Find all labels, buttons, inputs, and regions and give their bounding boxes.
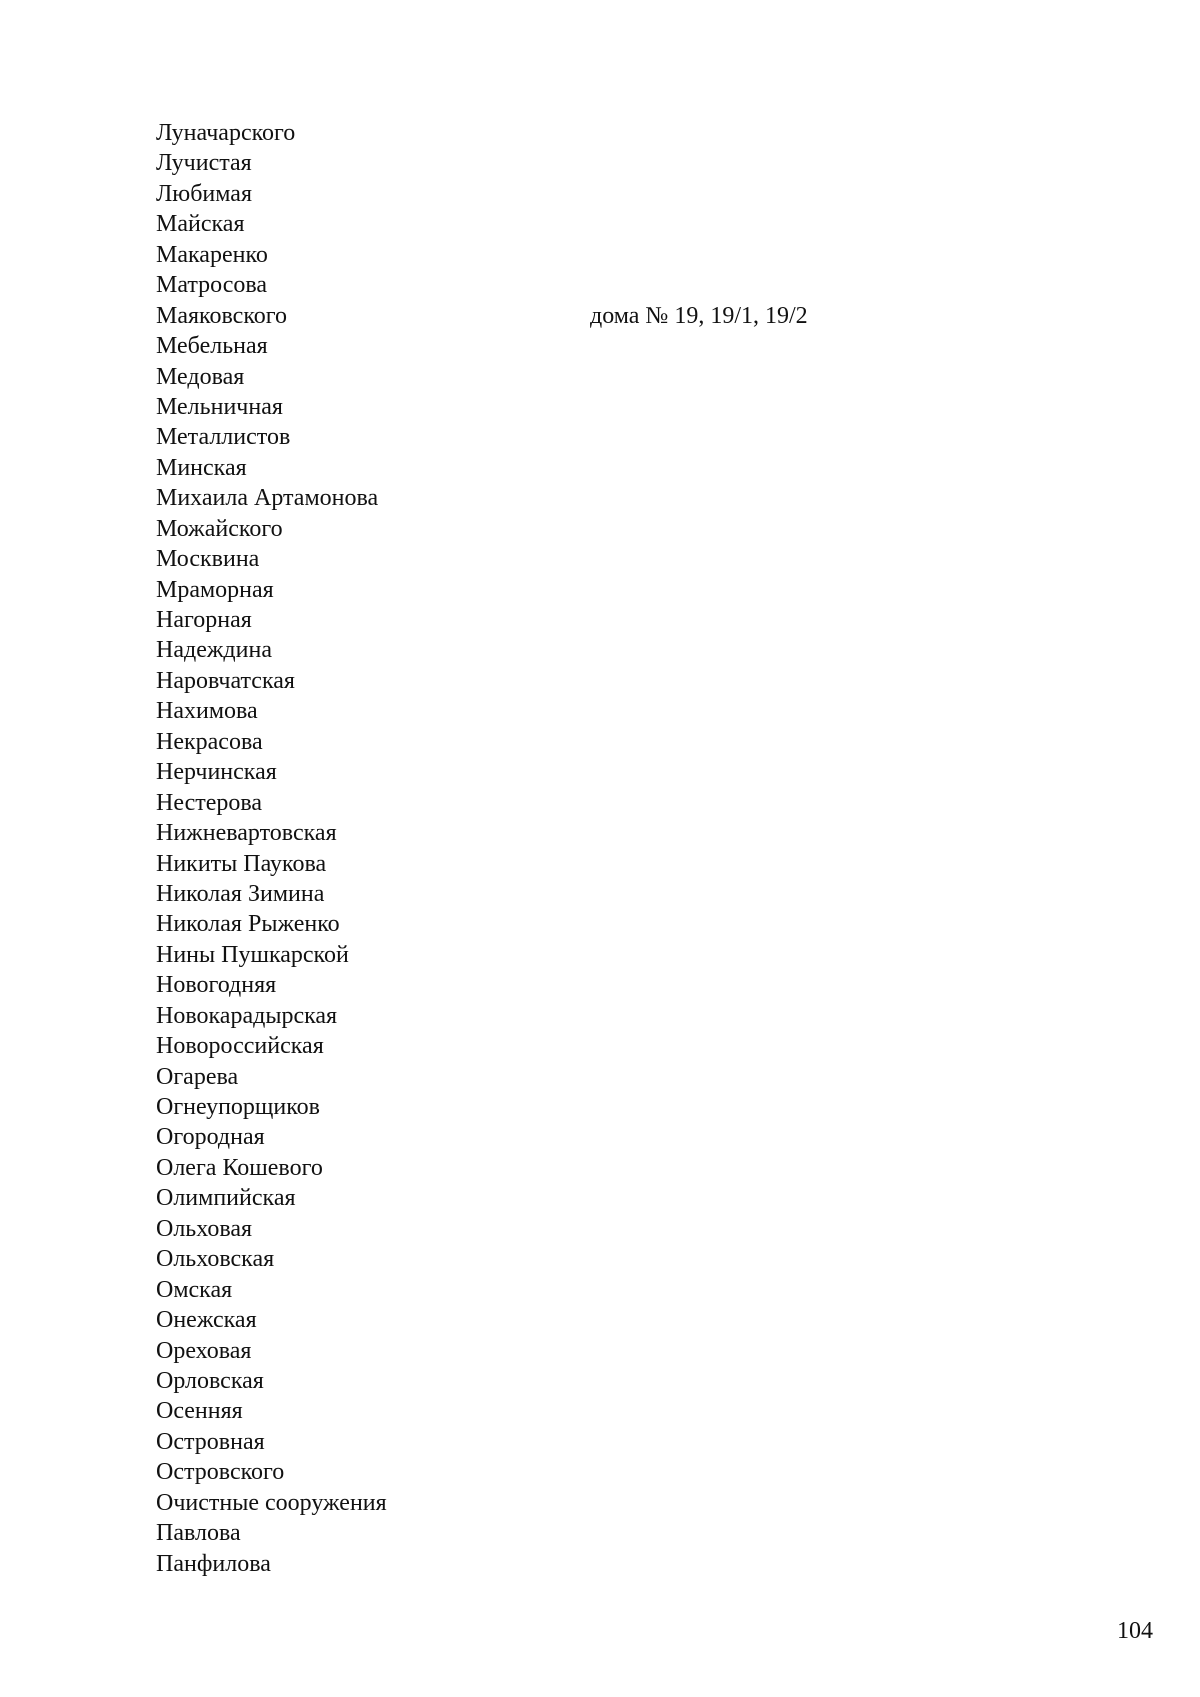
house-numbers-note: дома № 19, 19/1, 19/2 xyxy=(590,302,808,329)
street-name: Омская xyxy=(156,1276,233,1303)
street-name: Ореховая xyxy=(156,1337,252,1364)
street-name: Нахимова xyxy=(156,698,258,725)
street-name: Мраморная xyxy=(156,576,274,603)
street-name: Матросова xyxy=(156,272,268,299)
street-name: Олега Кошевого xyxy=(156,1154,323,1181)
street-name: Никиты Паукова xyxy=(156,850,327,877)
street-name: Островского xyxy=(156,1459,285,1486)
street-name: Огарева xyxy=(156,1063,239,1090)
street-name: Макаренко xyxy=(156,241,268,268)
street-row xyxy=(156,240,387,270)
street-name: Новогодняя xyxy=(156,972,277,999)
street-row xyxy=(156,727,387,757)
street-row xyxy=(156,1518,387,1548)
street-name: Огородная xyxy=(156,1124,265,1151)
street-name: Ольховая xyxy=(156,1215,253,1242)
street-name: Луначарского xyxy=(156,120,296,146)
street-row xyxy=(156,1366,387,1396)
street-row xyxy=(156,879,387,909)
street-name: Панфилова xyxy=(156,1550,271,1577)
street-row xyxy=(156,1549,387,1579)
street-name: Наровчатская xyxy=(156,667,295,694)
street-row xyxy=(156,148,387,178)
street-name: Олимпийская xyxy=(156,1185,296,1212)
street-row xyxy=(156,1001,387,1031)
street-name: Очистные сооружения xyxy=(156,1489,387,1516)
street-row xyxy=(156,1305,387,1335)
street-row xyxy=(156,1214,387,1244)
street-row xyxy=(156,757,387,787)
street-name: Маяковского xyxy=(156,302,288,329)
street-name: Можайского xyxy=(156,515,283,542)
street-name: Москвина xyxy=(156,546,260,573)
street-name: Николая Рыженко xyxy=(156,911,340,938)
street-row xyxy=(156,970,387,1000)
street-row xyxy=(156,818,387,848)
street-name: Осенняя xyxy=(156,1398,243,1425)
street-name: Нижневартовская xyxy=(156,820,337,847)
street-row xyxy=(156,635,387,665)
street-row xyxy=(156,1244,387,1274)
street-row xyxy=(156,909,387,939)
street-name: Огнеупорщиков xyxy=(156,1094,321,1120)
street-row xyxy=(156,1457,387,1487)
street-row xyxy=(156,331,387,361)
street-row xyxy=(156,788,387,818)
street-name: Николая Зимина xyxy=(156,880,325,907)
street-name: Нины Пушкарской xyxy=(156,941,349,968)
street-row xyxy=(156,1488,387,1518)
street-name: Лучистая xyxy=(156,150,252,177)
street-row xyxy=(156,1396,387,1426)
street-name: Нагорная xyxy=(156,607,252,633)
street-name: Нестерова xyxy=(156,789,263,816)
street-row xyxy=(156,575,387,605)
street-name: Павлова xyxy=(156,1520,241,1547)
street-name: Мебельная xyxy=(156,333,268,360)
street-row xyxy=(156,1427,387,1457)
street-row xyxy=(156,544,387,574)
street-row xyxy=(156,422,387,452)
street-row xyxy=(156,301,808,331)
street-name: Островная xyxy=(156,1428,265,1455)
street-row xyxy=(156,666,387,696)
street-row xyxy=(156,605,387,635)
street-name: Михаила Артамонова xyxy=(156,485,379,512)
street-name: Надеждина xyxy=(156,637,272,664)
street-name: Новокарадырская xyxy=(156,1002,338,1029)
street-row xyxy=(156,514,387,544)
street-row xyxy=(156,1183,387,1213)
street-name: Майская xyxy=(156,211,245,238)
street-row xyxy=(156,1062,387,1092)
street-name: Медовая xyxy=(156,363,245,390)
street-row xyxy=(156,1122,387,1152)
street-name: Минская xyxy=(156,454,247,481)
street-name: Металлистов xyxy=(156,424,291,451)
street-name: Мельничная xyxy=(156,393,283,420)
street-name: Орловская xyxy=(156,1367,264,1394)
page-number: 104 xyxy=(1117,1618,1153,1644)
street-row xyxy=(156,1092,387,1122)
street-name: Онежская xyxy=(156,1307,257,1334)
street-name: Некрасова xyxy=(156,728,263,755)
street-name: Новороссийская xyxy=(156,1033,324,1060)
street-name: Нерчинская xyxy=(156,759,277,786)
street-row xyxy=(156,118,387,148)
street-row xyxy=(156,270,387,300)
street-row xyxy=(156,1031,387,1061)
street-row xyxy=(156,362,387,392)
street-row xyxy=(156,453,387,483)
street-row xyxy=(156,179,387,209)
street-row xyxy=(156,483,387,513)
street-row xyxy=(156,1153,387,1183)
street-row xyxy=(156,209,387,239)
street-list xyxy=(156,118,808,1579)
street-row xyxy=(156,1336,387,1366)
street-name: Любимая xyxy=(156,180,252,207)
street-row xyxy=(156,940,387,970)
street-row xyxy=(156,696,387,726)
street-name: Ольховская xyxy=(156,1246,275,1273)
street-row xyxy=(156,849,387,879)
street-row xyxy=(156,1275,387,1305)
street-row xyxy=(156,392,387,422)
